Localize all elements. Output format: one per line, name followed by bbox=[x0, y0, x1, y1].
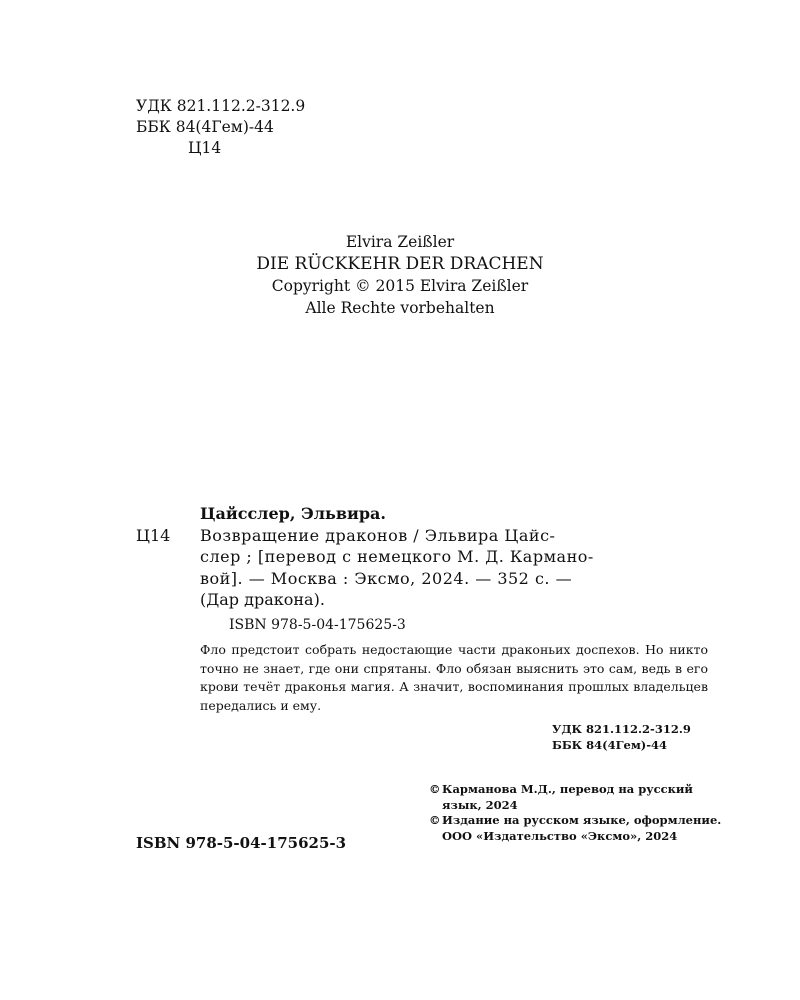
original-rights: Alle Rechte vorbehalten bbox=[305, 299, 495, 317]
catalog-author-mark: Ц14 bbox=[136, 526, 171, 545]
annotation-codes bbox=[552, 722, 691, 753]
annotation-udk: УДК 821.112.2-312.9 bbox=[552, 722, 691, 736]
catalog-description-line: вой]. — Москва : Эксмо, 2024. — 352 с. — bbox=[200, 568, 573, 588]
catalog-author: Цайсслер, Эльвира. bbox=[200, 504, 386, 523]
catalog-description-line: (Дар дракона). bbox=[200, 590, 325, 610]
catalog-description-line: слер ; [перевод с немецкого М. Д. Карманo- bbox=[200, 547, 594, 567]
catalog-isbn: ISBN 978-5-04-175625-3 bbox=[229, 617, 406, 633]
author-mark: Ц14 bbox=[188, 139, 222, 157]
catalog-description-line: Возвращение драконов / Эльвира Цайс- bbox=[200, 525, 556, 545]
copyright-text: Издание на русском языке, оформление. ООО «Издательство «Эксмо», 2024 bbox=[442, 813, 722, 843]
catalog-card bbox=[200, 503, 712, 611]
original-title: DIE RÜCKKEHR DER DRACHEN bbox=[256, 254, 544, 274]
copyright-entry bbox=[429, 782, 729, 813]
copyright-notices bbox=[429, 782, 729, 844]
udk-code: УДК 821.112.2-312.9 bbox=[136, 97, 306, 115]
copyright-symbol: © bbox=[429, 782, 441, 796]
isbn-bottom: ISBN 978-5-04-175625-3 bbox=[136, 834, 347, 852]
annotation-bbk: ББК 84(4Гем)-44 bbox=[552, 737, 668, 752]
copyright-entry bbox=[429, 813, 729, 844]
copyright-text: Карманова М.Д., перевод на русский язык, 2024 bbox=[442, 782, 693, 812]
bbk-code: ББК 84(4Гем)-44 bbox=[136, 118, 274, 136]
classification-block bbox=[136, 96, 305, 159]
original-author: Elvira Zeißler bbox=[345, 233, 455, 251]
original-copyright: Copyright © 2015 Elvira Zeißler bbox=[271, 277, 529, 295]
annotation-text: Фло предстоит собрать недостающие части драконьих доспехов. Но никто точно не знает, где они спрятаны. Фло обязан выяснить это сам, ведь в его крови течёт драконья магия. А значит, воспоминания прошлых владельцев передались и ему. bbox=[200, 642, 708, 713]
copyright-symbol: © bbox=[429, 813, 441, 827]
original-edition-block bbox=[0, 231, 800, 319]
